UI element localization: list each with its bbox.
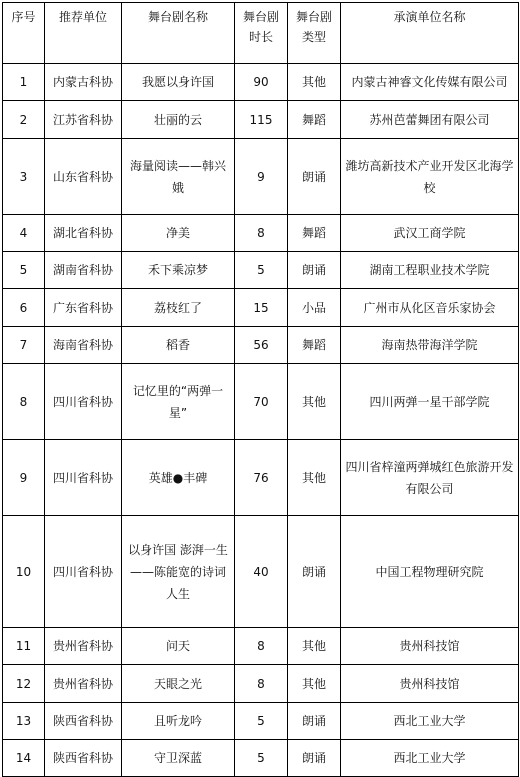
table-row <box>3 740 519 777</box>
cell-duration: 5 <box>235 740 288 777</box>
cell-performer: 四川省梓潼两弹城红色旅游开发有限公司 <box>341 440 519 516</box>
cell-type: 小品 <box>288 289 341 327</box>
cell-type: 朗诵 <box>288 252 341 289</box>
cell-no: 9 <box>3 440 45 516</box>
cell-title: 且听龙吟 <box>122 703 235 740</box>
header-performer: 承演单位名称 <box>341 3 519 64</box>
cell-no: 8 <box>3 364 45 440</box>
cell-duration: 56 <box>235 327 288 364</box>
cell-title: 壮丽的云 <box>122 101 235 139</box>
cell-duration: 5 <box>235 703 288 740</box>
header-org: 推荐单位 <box>45 3 122 64</box>
cell-type: 舞蹈 <box>288 327 341 364</box>
cell-org: 陕西省科协 <box>45 703 122 740</box>
cell-org: 内蒙古科协 <box>45 64 122 101</box>
table-row <box>3 289 519 327</box>
cell-no: 13 <box>3 703 45 740</box>
cell-title: 净美 <box>122 215 235 252</box>
header-no: 序号 <box>3 3 45 64</box>
cell-performer: 西北工业大学 <box>341 740 519 777</box>
cell-type: 朗诵 <box>288 703 341 740</box>
cell-performer: 四川两弹一星干部学院 <box>341 364 519 440</box>
cell-org: 山东省科协 <box>45 139 122 215</box>
cell-duration: 40 <box>235 516 288 628</box>
cell-title: 英雄●丰碑 <box>122 440 235 516</box>
table-row <box>3 252 519 289</box>
cell-no: 14 <box>3 740 45 777</box>
cell-title: 稻香 <box>122 327 235 364</box>
cell-no: 6 <box>3 289 45 327</box>
cell-no: 5 <box>3 252 45 289</box>
cell-duration: 8 <box>235 215 288 252</box>
cell-performer: 潍坊高新技术产业开发区北海学校 <box>341 139 519 215</box>
header-title: 舞台剧名称 <box>122 3 235 64</box>
cell-performer: 海南热带海洋学院 <box>341 327 519 364</box>
cell-org: 广东省科协 <box>45 289 122 327</box>
cell-duration: 70 <box>235 364 288 440</box>
cell-title: 问天 <box>122 628 235 665</box>
cell-title: 荔枝红了 <box>122 289 235 327</box>
cell-performer: 湖南工程职业技术学院 <box>341 252 519 289</box>
cell-type: 其他 <box>288 440 341 516</box>
cell-title: 守卫深蓝 <box>122 740 235 777</box>
cell-org: 贵州省科协 <box>45 628 122 665</box>
cell-title: 海量阅读——韩兴娥 <box>122 139 235 215</box>
cell-performer: 中国工程物理研究院 <box>341 516 519 628</box>
cell-no: 4 <box>3 215 45 252</box>
cell-org: 江苏省科协 <box>45 101 122 139</box>
cell-no: 1 <box>3 64 45 101</box>
cell-org: 四川省科协 <box>45 516 122 628</box>
table-row <box>3 703 519 740</box>
cell-no: 3 <box>3 139 45 215</box>
table-row <box>3 628 519 665</box>
table-row <box>3 215 519 252</box>
cell-org: 四川省科协 <box>45 364 122 440</box>
cell-org: 陕西省科协 <box>45 740 122 777</box>
cell-title: 记忆里的“两弹一星” <box>122 364 235 440</box>
table-row <box>3 64 519 101</box>
cell-title: 天眼之光 <box>122 665 235 703</box>
header-duration: 舞台剧时长 <box>235 3 288 64</box>
cell-duration: 90 <box>235 64 288 101</box>
cell-performer: 内蒙古神睿文化传媒有限公司 <box>341 64 519 101</box>
table-row <box>3 665 519 703</box>
cell-duration: 5 <box>235 252 288 289</box>
cell-duration: 8 <box>235 628 288 665</box>
cell-performer: 贵州科技馆 <box>341 628 519 665</box>
cell-type: 舞蹈 <box>288 215 341 252</box>
cell-duration: 8 <box>235 665 288 703</box>
table-row <box>3 139 519 215</box>
cell-type: 其他 <box>288 64 341 101</box>
cell-org: 四川省科协 <box>45 440 122 516</box>
table-row <box>3 327 519 364</box>
cell-no: 10 <box>3 516 45 628</box>
cell-title: 以身许国 澎湃一生——陈能宽的诗词人生 <box>122 516 235 628</box>
cell-type: 其他 <box>288 364 341 440</box>
cell-performer: 武汉工商学院 <box>341 215 519 252</box>
cell-performer: 西北工业大学 <box>341 703 519 740</box>
cell-duration: 115 <box>235 101 288 139</box>
cell-type: 朗诵 <box>288 740 341 777</box>
table-row <box>3 440 519 516</box>
cell-org: 湖南省科协 <box>45 252 122 289</box>
cell-duration: 9 <box>235 139 288 215</box>
program-table <box>2 2 519 777</box>
cell-performer: 广州市从化区音乐家协会 <box>341 289 519 327</box>
cell-title: 我愿以身许国 <box>122 64 235 101</box>
cell-duration: 76 <box>235 440 288 516</box>
cell-no: 11 <box>3 628 45 665</box>
cell-type: 其他 <box>288 665 341 703</box>
cell-no: 2 <box>3 101 45 139</box>
cell-no: 12 <box>3 665 45 703</box>
cell-performer: 苏州芭蕾舞团有限公司 <box>341 101 519 139</box>
table-row <box>3 364 519 440</box>
cell-org: 贵州省科协 <box>45 665 122 703</box>
cell-type: 朗诵 <box>288 139 341 215</box>
cell-org: 海南省科协 <box>45 327 122 364</box>
header-row <box>3 3 519 64</box>
cell-no: 7 <box>3 327 45 364</box>
cell-org: 湖北省科协 <box>45 215 122 252</box>
cell-performer: 贵州科技馆 <box>341 665 519 703</box>
cell-duration: 15 <box>235 289 288 327</box>
cell-type: 朗诵 <box>288 516 341 628</box>
table-row <box>3 516 519 628</box>
cell-type: 其他 <box>288 628 341 665</box>
header-type: 舞台剧类型 <box>288 3 341 64</box>
cell-title: 禾下乘凉梦 <box>122 252 235 289</box>
cell-type: 舞蹈 <box>288 101 341 139</box>
table-row <box>3 101 519 139</box>
